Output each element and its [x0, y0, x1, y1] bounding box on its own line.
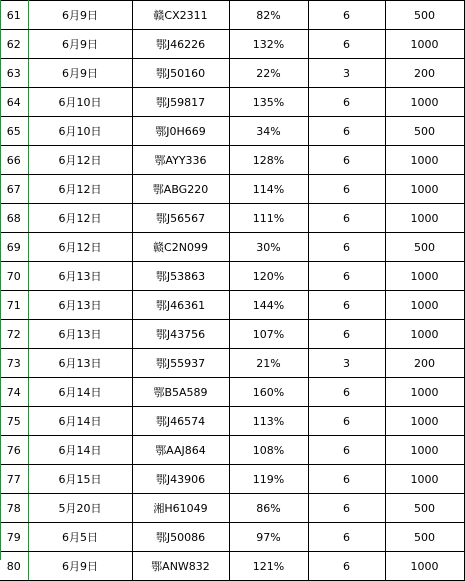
- percentage-cell[interactable]: 128%: [229, 146, 308, 175]
- index-column-rule: [0, 0, 1, 560]
- count-cell[interactable]: 6: [308, 320, 385, 349]
- amount-cell[interactable]: 1000: [385, 465, 464, 494]
- count-cell[interactable]: 6: [308, 117, 385, 146]
- date-cell[interactable]: 6月10日: [28, 117, 132, 146]
- percentage-cell[interactable]: 113%: [229, 407, 308, 436]
- percentage-cell[interactable]: 132%: [229, 30, 308, 59]
- plate-number-cell[interactable]: 鄂AAJ864: [132, 436, 229, 465]
- percentage-cell[interactable]: 135%: [229, 88, 308, 117]
- table-row: [0, 291, 464, 320]
- date-cell[interactable]: 6月5日: [28, 523, 132, 552]
- table-row: [0, 59, 464, 88]
- percentage-cell[interactable]: 97%: [229, 523, 308, 552]
- date-cell[interactable]: 6月14日: [28, 436, 132, 465]
- table-row: [0, 175, 464, 204]
- plate-number-cell[interactable]: 鄂ABG220: [132, 175, 229, 204]
- count-cell[interactable]: 6: [308, 30, 385, 59]
- percentage-cell[interactable]: 111%: [229, 204, 308, 233]
- row-index-cell[interactable]: 61: [0, 1, 28, 30]
- percentage-cell[interactable]: 107%: [229, 320, 308, 349]
- count-cell[interactable]: 6: [308, 291, 385, 320]
- row-index-cell[interactable]: 64: [0, 88, 28, 117]
- row-index-cell[interactable]: 71: [0, 291, 28, 320]
- row-index-cell[interactable]: 74: [0, 378, 28, 407]
- date-cell[interactable]: 6月13日: [28, 262, 132, 291]
- row-index-cell[interactable]: 79: [0, 523, 28, 552]
- plate-number-cell[interactable]: 赣C2N099: [132, 233, 229, 262]
- row-index-cell[interactable]: 69: [0, 233, 28, 262]
- count-cell[interactable]: 6: [308, 1, 385, 30]
- table-row: [0, 465, 464, 494]
- row-index-cell[interactable]: 80: [0, 552, 28, 581]
- percentage-cell[interactable]: 82%: [229, 1, 308, 30]
- plate-number-cell[interactable]: 鄂J46574: [132, 407, 229, 436]
- amount-cell[interactable]: 500: [385, 1, 464, 30]
- plate-number-cell[interactable]: 鄂AYY336: [132, 146, 229, 175]
- row-index-cell[interactable]: 62: [0, 30, 28, 59]
- count-cell[interactable]: 6: [308, 262, 385, 291]
- table-row: [0, 30, 464, 59]
- date-cell[interactable]: 6月13日: [28, 320, 132, 349]
- count-cell[interactable]: 6: [308, 175, 385, 204]
- count-cell[interactable]: 6: [308, 436, 385, 465]
- amount-cell[interactable]: 1000: [385, 88, 464, 117]
- percentage-cell[interactable]: 114%: [229, 175, 308, 204]
- row-index-cell[interactable]: 73: [0, 349, 28, 378]
- table-row: [0, 494, 464, 523]
- table-row: [0, 378, 464, 407]
- amount-cell[interactable]: 500: [385, 523, 464, 552]
- amount-cell[interactable]: 500: [385, 233, 464, 262]
- amount-cell[interactable]: 500: [385, 494, 464, 523]
- amount-cell[interactable]: 1000: [385, 146, 464, 175]
- percentage-cell[interactable]: 119%: [229, 465, 308, 494]
- date-cell[interactable]: 6月14日: [28, 407, 132, 436]
- amount-cell[interactable]: 1000: [385, 175, 464, 204]
- percentage-cell[interactable]: 86%: [229, 494, 308, 523]
- plate-number-cell[interactable]: 鄂J55937: [132, 349, 229, 378]
- row-index-cell[interactable]: 78: [0, 494, 28, 523]
- row-index-cell[interactable]: 70: [0, 262, 28, 291]
- plate-number-cell[interactable]: 鄂J43756: [132, 320, 229, 349]
- row-index-cell[interactable]: 68: [0, 204, 28, 233]
- plate-number-cell[interactable]: 鄂J53863: [132, 262, 229, 291]
- count-cell[interactable]: 6: [308, 552, 385, 581]
- plate-number-cell[interactable]: 鄂J0H669: [132, 117, 229, 146]
- plate-number-cell[interactable]: 鄂ANW832: [132, 552, 229, 581]
- date-cell[interactable]: 6月12日: [28, 204, 132, 233]
- percentage-cell[interactable]: 121%: [229, 552, 308, 581]
- count-cell[interactable]: 6: [308, 233, 385, 262]
- table-body: [0, 1, 464, 581]
- amount-cell[interactable]: 1000: [385, 30, 464, 59]
- amount-cell[interactable]: 1000: [385, 320, 464, 349]
- count-cell[interactable]: 6: [308, 378, 385, 407]
- amount-cell[interactable]: 1000: [385, 552, 464, 581]
- table-row: [0, 204, 464, 233]
- row-index-cell[interactable]: 72: [0, 320, 28, 349]
- plate-number-cell[interactable]: 湘H61049: [132, 494, 229, 523]
- table-row: [0, 117, 464, 146]
- amount-cell[interactable]: 1000: [385, 436, 464, 465]
- count-cell[interactable]: 6: [308, 146, 385, 175]
- table-row: [0, 88, 464, 117]
- amount-cell[interactable]: 1000: [385, 291, 464, 320]
- table-row: [0, 436, 464, 465]
- row-index-cell[interactable]: 65: [0, 117, 28, 146]
- amount-cell[interactable]: 1000: [385, 378, 464, 407]
- date-cell[interactable]: 6月12日: [28, 146, 132, 175]
- plate-number-cell[interactable]: 鄂B5A589: [132, 378, 229, 407]
- percentage-cell[interactable]: 108%: [229, 436, 308, 465]
- date-cell[interactable]: 6月14日: [28, 378, 132, 407]
- count-cell[interactable]: 3: [308, 59, 385, 88]
- amount-cell[interactable]: 200: [385, 349, 464, 378]
- percentage-cell[interactable]: 34%: [229, 117, 308, 146]
- amount-cell[interactable]: 500: [385, 117, 464, 146]
- table-row: [0, 146, 464, 175]
- row-index-cell[interactable]: 75: [0, 407, 28, 436]
- amount-cell[interactable]: 200: [385, 59, 464, 88]
- table-row: [0, 233, 464, 262]
- date-cell[interactable]: 6月13日: [28, 291, 132, 320]
- percentage-cell[interactable]: 144%: [229, 291, 308, 320]
- row-index-cell[interactable]: 66: [0, 146, 28, 175]
- table-row: [0, 523, 464, 552]
- amount-cell[interactable]: 1000: [385, 262, 464, 291]
- percentage-cell[interactable]: 30%: [229, 233, 308, 262]
- date-cell[interactable]: 6月15日: [28, 465, 132, 494]
- percentage-cell[interactable]: 21%: [229, 349, 308, 378]
- amount-cell[interactable]: 1000: [385, 407, 464, 436]
- plate-number-cell[interactable]: 鄂J56567: [132, 204, 229, 233]
- count-cell[interactable]: 3: [308, 349, 385, 378]
- row-index-cell[interactable]: 67: [0, 175, 28, 204]
- plate-number-cell[interactable]: 鄂J46361: [132, 291, 229, 320]
- table-row: [0, 552, 464, 581]
- plate-number-cell[interactable]: 鄂J43906: [132, 465, 229, 494]
- date-cell[interactable]: 6月9日: [28, 30, 132, 59]
- row-index-cell[interactable]: 77: [0, 465, 28, 494]
- count-cell[interactable]: 6: [308, 88, 385, 117]
- date-cell[interactable]: 6月12日: [28, 233, 132, 262]
- table-row: [0, 349, 464, 378]
- plate-number-cell[interactable]: 鄂J59817: [132, 88, 229, 117]
- date-cell[interactable]: 6月10日: [28, 88, 132, 117]
- row-index-cell[interactable]: 63: [0, 59, 28, 88]
- plate-number-cell[interactable]: 鄂J50160: [132, 59, 229, 88]
- table-row: [0, 1, 464, 30]
- plate-number-cell[interactable]: 鄂J50086: [132, 523, 229, 552]
- date-cell[interactable]: 5月20日: [28, 494, 132, 523]
- date-cell[interactable]: 6月13日: [28, 349, 132, 378]
- plate-number-cell[interactable]: 鄂J46226: [132, 30, 229, 59]
- percentage-cell[interactable]: 160%: [229, 378, 308, 407]
- table-row: [0, 262, 464, 291]
- table-row: [0, 320, 464, 349]
- count-cell[interactable]: 6: [308, 204, 385, 233]
- row-index-cell[interactable]: 76: [0, 436, 28, 465]
- count-cell[interactable]: 6: [308, 407, 385, 436]
- percentage-cell[interactable]: 22%: [229, 59, 308, 88]
- date-cell[interactable]: 6月12日: [28, 175, 132, 204]
- count-cell[interactable]: 6: [308, 523, 385, 552]
- date-cell[interactable]: 6月9日: [28, 59, 132, 88]
- date-cell[interactable]: 6月9日: [28, 1, 132, 30]
- percentage-cell[interactable]: 120%: [229, 262, 308, 291]
- count-cell[interactable]: 6: [308, 494, 385, 523]
- count-cell[interactable]: 6: [308, 465, 385, 494]
- amount-cell[interactable]: 1000: [385, 204, 464, 233]
- table-row: [0, 407, 464, 436]
- plate-number-cell[interactable]: 赣CX2311: [132, 1, 229, 30]
- date-cell[interactable]: 6月9日: [28, 552, 132, 581]
